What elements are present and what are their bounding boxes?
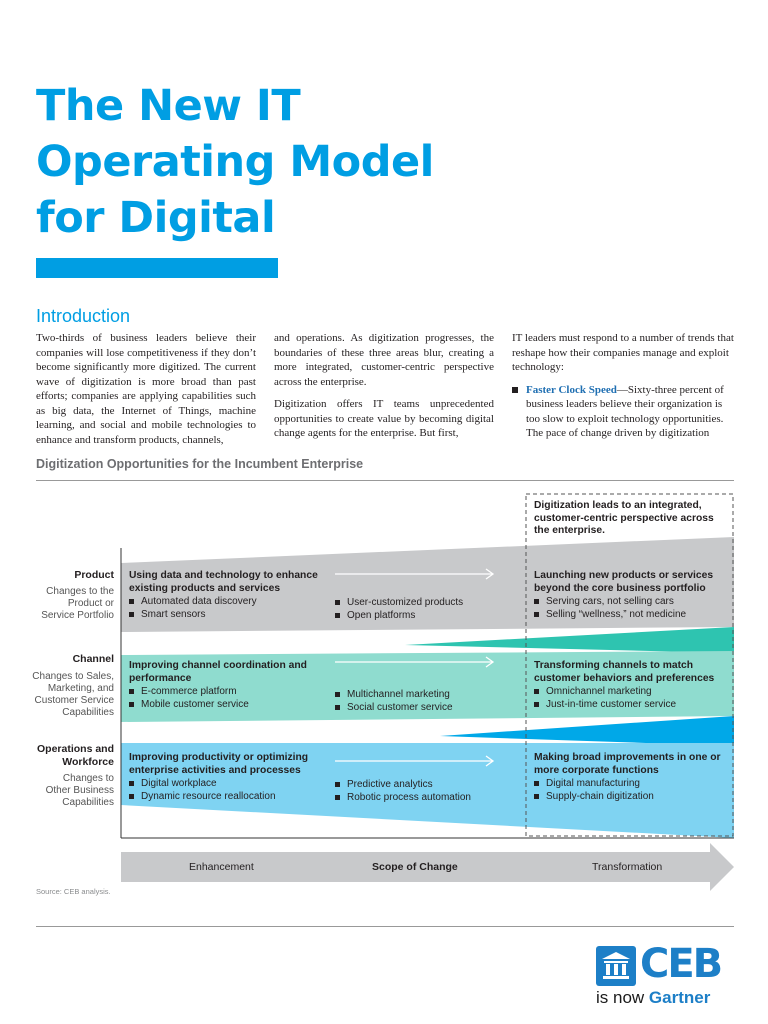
bullet-square-icon <box>534 612 539 617</box>
title-line-1: The New IT <box>36 81 301 131</box>
bullet-square-icon <box>534 689 539 694</box>
ceb-gartner-logo <box>596 941 736 1010</box>
scope-center-label: Scope of Change <box>372 861 458 873</box>
list-item: Dynamic resource reallocation <box>129 790 329 803</box>
bullet-square-icon <box>335 705 340 710</box>
row-sub-product: Changes to the Product or Service Portfolio <box>41 586 114 621</box>
diagram-title: Digitization Opportunities for the Incumbent Enterprise <box>36 457 364 471</box>
product-left-heading: Using data and technology to enhance existing products and services <box>129 570 318 594</box>
list-item: Mobile customer service <box>129 698 329 711</box>
bullet-square-icon <box>335 795 340 800</box>
logo-tagline <box>596 988 710 1008</box>
ceb-wordmark: CEB <box>640 941 722 987</box>
list-item: Smart sensors <box>129 608 334 621</box>
footer-rule <box>36 926 734 927</box>
list-item: Predictive analytics <box>335 778 515 791</box>
list-item: Omnichannel marketing <box>534 685 730 698</box>
bullet-square-icon <box>534 599 539 604</box>
col2-paragraph-1: and operations. As digitization progresses, the boundaries of these three areas blur, creating a more integrated, customer-centric perspective across the enterprise. <box>274 332 494 388</box>
bullet-square-icon <box>335 782 340 787</box>
row-label-channel: Channel <box>72 653 114 665</box>
list-item: E-commerce platform <box>129 685 329 698</box>
list-item: Digital workplace <box>129 777 329 790</box>
channel-right-heading: Transforming channels to match customer behaviors and preferences <box>534 660 715 684</box>
bullet-square-icon <box>129 794 134 799</box>
product-right-block <box>534 570 730 621</box>
product-left-block <box>129 570 334 621</box>
operations-mid-block <box>335 778 515 804</box>
faster-clock-speed-label: Faster Clock Speed <box>526 383 617 396</box>
bullet-square-icon <box>534 702 539 707</box>
bullet-square-icon <box>129 689 134 694</box>
bullet-square-icon <box>335 600 340 605</box>
bullet-square-icon <box>534 781 539 786</box>
list-item: Open platforms <box>335 609 515 622</box>
row-label-operations: Operations and Workforce <box>36 743 114 768</box>
bullet-square-icon <box>335 692 340 697</box>
callout-text: Digitization leads to an integrated, customer-centric perspective across the enterprise. <box>534 500 714 536</box>
list-item: Just-in-time customer service <box>534 698 730 711</box>
operations-right-block <box>534 752 730 803</box>
channel-ops-wedge <box>440 716 734 746</box>
list-item: Multichannel marketing <box>335 688 515 701</box>
bullet-square-icon <box>129 599 134 604</box>
list-item: Supply-chain digitization <box>534 790 730 803</box>
scope-right-label: Transformation <box>592 861 663 873</box>
scope-left-label: Enhancement <box>189 861 254 873</box>
building-icon <box>596 946 636 986</box>
bullet-square-icon <box>129 702 134 707</box>
col3-paragraph-1: IT leaders must respond to a number of trends that reshape how their companies manage and exploit technology: <box>512 332 734 373</box>
faster-clock-speed-text: —Sixty-three percent of business leaders believe their organization is too slow to exploit technology opportunities. The pace of change driven by digitization <box>526 383 724 439</box>
row-label-product: Product <box>74 569 114 581</box>
col1-paragraph: Two-thirds of business leaders believe their companies will lose competitiveness if they don’t become significantly more digitized. The current wave of digitization is more broad than past efforts; companies are applying capabilities such as big data, the Internet of Things, machine learning, and social and mobile technologies to enhance and transform products, channels, <box>36 332 256 446</box>
list-item: Robotic process automation <box>335 791 515 804</box>
col2-paragraph-2: Digitization offers IT teams unprecedented opportunities to create value by becoming digital change agents for the enterprise. But first, <box>274 398 494 439</box>
product-mid-block <box>335 596 515 622</box>
intro-heading: Introduction <box>36 306 131 326</box>
source-note: Source: CEB analysis. <box>36 887 111 896</box>
channel-mid-block <box>335 688 515 714</box>
channel-right-block <box>534 660 730 711</box>
bullet-square-icon <box>335 613 340 618</box>
list-item: Digital manufacturing <box>534 777 730 790</box>
product-right-heading: Launching new products or services beyond the core business portfolio <box>534 570 714 594</box>
title-line-3: for Digital <box>36 193 276 243</box>
list-item: Selling “wellness,” not medicine <box>534 608 730 621</box>
logo-tagline-brand: Gartner <box>648 988 711 1007</box>
logo-tagline-prefix: is now <box>596 988 645 1007</box>
bullet-square-icon <box>129 781 134 786</box>
list-item: Automated data discovery <box>129 595 334 608</box>
channel-left-heading: Improving channel coordination and performance <box>129 660 307 684</box>
product-channel-wedge <box>405 627 734 653</box>
operations-left-heading: Improving productivity or optimizing enterprise activities and processes <box>129 752 309 776</box>
title-line-2: Operating Model <box>36 137 434 187</box>
list-item: Serving cars, not selling cars <box>534 595 730 608</box>
bullet-square-icon <box>534 794 539 799</box>
operations-right-heading: Making broad improvements in one or more corporate functions <box>534 752 721 776</box>
bullet-square-icon <box>129 612 134 617</box>
list-item: User-customized products <box>335 596 515 609</box>
operations-left-block <box>129 752 329 803</box>
row-sub-channel: Changes to Sales, Marketing, and Customer Service Capabilities <box>32 671 114 718</box>
row-sub-operations: Changes to Other Business Capabilities <box>45 773 114 808</box>
list-item: Social customer service <box>335 701 515 714</box>
channel-left-block <box>129 660 329 711</box>
